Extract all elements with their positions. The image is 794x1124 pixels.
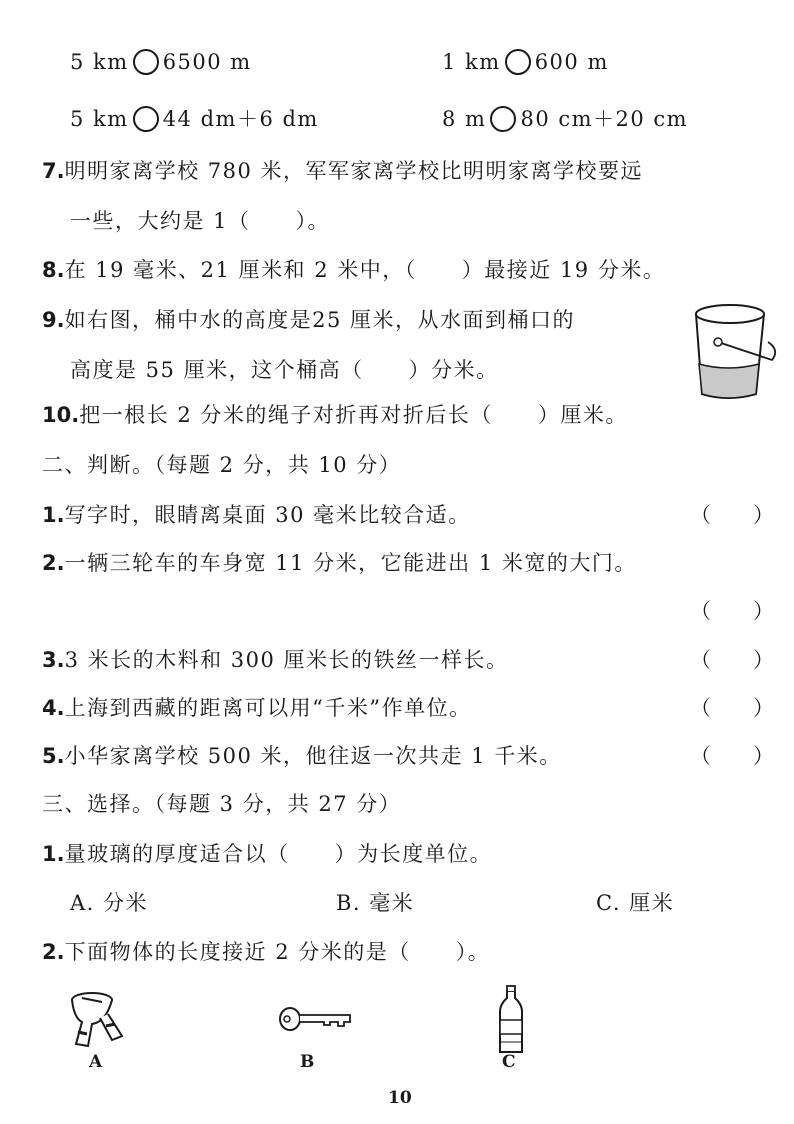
question-9-line-2: 高度是 55 厘米，这个桶高（ ）分米。 (70, 358, 499, 382)
figure-label-a: A (89, 1052, 103, 1072)
choice-question-2 (42, 942, 490, 963)
judge-item-4 (42, 698, 472, 719)
section-heading-judge: 二、判断。（每题 2 分，共 10 分） (42, 453, 402, 477)
question-7-line-1 (42, 161, 643, 182)
question-number: 1. (42, 842, 65, 866)
judge-item-1 (42, 505, 471, 526)
judge-item-5 (42, 746, 562, 767)
answer-paren[interactable]: （ ） (690, 599, 774, 623)
compare-left: 8 m (442, 107, 487, 131)
question-number: 4. (42, 696, 65, 720)
figure-label-c: C (502, 1052, 516, 1072)
judge-item-3 (42, 650, 509, 671)
compare-circle[interactable] (505, 49, 531, 75)
compare-right: 600 m (534, 50, 609, 74)
compare-row-1b (442, 52, 609, 75)
compare-right: 44 dm＋6 dm (162, 107, 319, 131)
question-9-line-1 (42, 310, 575, 331)
question-text: 上海到西藏的距离可以用“千米”作单位。 (64, 696, 472, 720)
question-8 (42, 260, 665, 281)
question-number: 9. (42, 308, 65, 332)
answer-paren[interactable]: （ ） (690, 696, 774, 720)
question-text: 在 19 毫米、21 厘米和 2 米中，（ ）最接近 19 分米。 (64, 258, 666, 282)
question-text: 把一根长 2 分米的绳子对折再对折后长（ ）厘米。 (79, 403, 628, 427)
choice-option-c[interactable]: C. 厘米 (596, 891, 675, 915)
question-number: 1. (42, 503, 65, 527)
answer-paren[interactable]: （ ） (690, 744, 774, 768)
question-number: 10. (42, 403, 80, 427)
compare-left: 5 km (70, 107, 129, 131)
bucket-figure (688, 300, 784, 404)
question-text: 如右图，桶中水的高度是25 厘米，从水面到桶口的 (64, 308, 575, 332)
question-number: 5. (42, 744, 65, 768)
question-10 (42, 405, 628, 426)
compare-left: 5 km (70, 50, 129, 74)
answer-paren[interactable]: （ ） (690, 503, 774, 527)
question-number: 7. (42, 159, 65, 183)
question-text: 3 米长的木料和 300 厘米长的铁丝一样长。 (64, 648, 509, 672)
choice-option-a[interactable]: A. 分米 (70, 891, 149, 915)
compare-circle[interactable] (490, 106, 516, 132)
question-number: 8. (42, 258, 65, 282)
compare-right: 6500 m (162, 50, 252, 74)
compare-row-2b (442, 109, 688, 132)
compare-row-2a (70, 109, 319, 132)
compare-left: 1 km (442, 50, 501, 74)
compare-right: 80 cm＋20 cm (520, 107, 689, 131)
question-number: 2. (42, 551, 65, 575)
choice-question-1 (42, 844, 492, 865)
compare-circle[interactable] (133, 49, 159, 75)
page-number: 10 (388, 1088, 412, 1108)
judge-item-2 (42, 553, 637, 574)
answer-paren[interactable]: （ ） (690, 648, 774, 672)
question-text: 小华家离学校 500 米，他往返一次共走 1 千米。 (64, 744, 562, 768)
question-number: 3. (42, 648, 65, 672)
question-number: 2. (42, 940, 65, 964)
question-text: 量玻璃的厚度适合以（ ）为长度单位。 (64, 842, 493, 866)
key-image[interactable] (278, 1004, 354, 1034)
question-text: 一辆三轮车的车身宽 11 分米，它能进出 1 米宽的大门。 (64, 551, 637, 575)
compare-row-1a (70, 52, 252, 75)
choice-option-b[interactable]: B. 毫米 (336, 891, 415, 915)
scarf-image[interactable] (62, 988, 132, 1052)
compare-circle[interactable] (133, 106, 159, 132)
question-7-line-2: 一些，大约是 1（ ）。 (70, 209, 331, 233)
question-text: 明明家离学校 780 米，军军家离学校比明明家离学校要远 (64, 159, 644, 183)
question-text: 下面物体的长度接近 2 分米的是（ ）。 (64, 940, 491, 964)
figure-label-b: B (300, 1052, 315, 1072)
question-text: 写字时，眼睛离桌面 30 毫米比较合适。 (64, 503, 471, 527)
section-heading-choice: 三、选择。（每题 3 分，共 27 分） (42, 792, 402, 816)
bottle-image[interactable] (496, 984, 526, 1056)
